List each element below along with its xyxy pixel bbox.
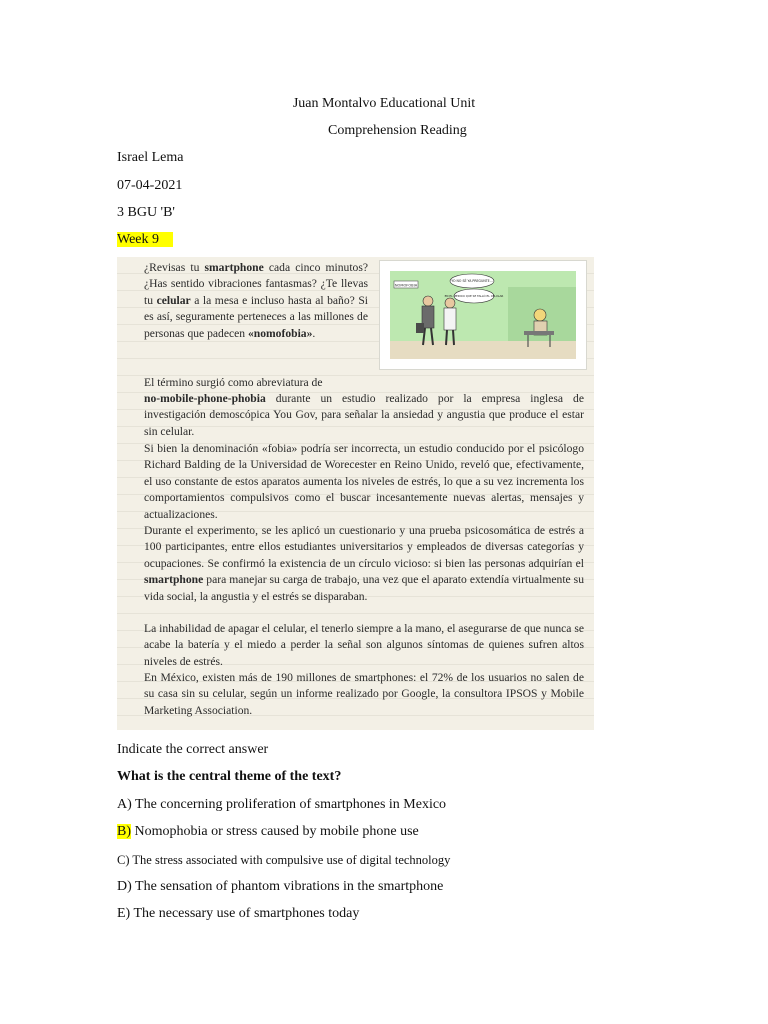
answer-option-c[interactable] [117, 851, 450, 869]
school-name: Juan Montalvo Educational Unit [292, 96, 476, 111]
article-paragraph-2-start: El término surgió como abreviatura de [144, 376, 323, 389]
document-title: Comprehension Reading [328, 123, 467, 138]
instruction-text: Indicate the correct answer [117, 742, 269, 757]
cartoon-sign-text: NOMOFOBIA [394, 283, 418, 288]
article-paragraph-1: ¿Revisas tu smartphone cada cinco minutos? ¿Has sentido vibraciones fantasmas? ¿Te llevas tu celular a la mesa e incluso hasta al baño? Si es así, seguramente perteneces a las millones de personas que padecen «nomofobia». [144, 261, 369, 340]
answer-letter: A) [117, 797, 132, 812]
article-image [117, 257, 594, 730]
student-name: Israel Lema [117, 150, 184, 165]
answer-text: The stress associated with compulsive use of digital technology [129, 853, 451, 867]
answer-option-b[interactable] [117, 823, 419, 841]
answer-option-a[interactable] [117, 796, 446, 814]
article-paragraph-2: no-mobile-phone-phobia durante un estudio realizado por la empresa inglesa de investigación demoscópica You Gov, para señalar la ansiedad y angustia que produce el estar sin celular. [144, 392, 584, 438]
answer-letter-selected: B) [117, 824, 131, 839]
answer-text: The necessary use of smartphones today [130, 906, 360, 921]
question-prompt: What is the central theme of the text? [117, 769, 342, 784]
document-date: 07-04-2021 [117, 178, 183, 193]
course-label: 3 BGU 'B' [117, 205, 175, 220]
article-paragraph-5: La inhabilidad de apagar el celular, el tenerlo siempre a la mano, el asegurarse de que nunca se acabe la batería y el miedo a perder la señal son algunos síntomas de quienes sufren altos niveles de estrés. [144, 622, 584, 668]
week-label [117, 231, 173, 249]
answer-letter: D) [117, 879, 132, 894]
article-paragraph-3: Si bien la denominación «fobia» podría ser incorrecta, un estudio conducido por el psicólogo Richard Balding de la Universidad de Worecester en Reino Unido, reveló que, efectivamente, el uso constante de estos aparatos aumenta los niveles de estrés, lo que a su vez incrementa los comportamientos compulsivos como el buscar incesantemente nuevas alertas, mensajes y actualizaciones. [144, 442, 584, 521]
week-highlight: Week 9 [117, 232, 173, 247]
answer-text: The sensation of phantom vibrations in the smartphone [131, 879, 444, 894]
answer-option-e[interactable] [117, 905, 359, 923]
answer-text: The concerning proliferation of smartphones in Mexico [131, 797, 447, 812]
answer-letter: E) [117, 906, 131, 921]
cartoon-bubble-2: EN EL MÉDICO QUE SE FALLÓ EL CELULAR [444, 294, 504, 298]
article-paragraph-6: En México, existen más de 190 millones de smartphones: el 72% de los usuarios no salen de su casa sin su celular, según un informe realizado por Google, la consultora IPSOS y Mobile Marketing Association. [144, 671, 584, 717]
cartoon-frame [379, 260, 587, 370]
answer-letter: C) [117, 853, 130, 867]
answer-text: Nomophobia or stress caused by mobile phone use [131, 824, 419, 839]
cartoon-bubble-1: YO NO SÉ YA PREGUNTE... [451, 279, 493, 283]
cartoon-illustration [390, 271, 576, 359]
answer-option-d[interactable] [117, 878, 443, 896]
article-paragraph-4: Durante el experimento, se les aplicó un cuestionario y una prueba psicosomática de estrés a 100 participantes, entre ellos estudiantes universitarios y empleados de diversas categorías y ocupaciones. Se confirmó la existencia de un círculo vicioso: si bien las personas adquirían el smartphone para manejar su carga de trabajo, una vez que el aparato extendía virtualmente su vida social, la angustia y el estrés se disparaban. [144, 524, 584, 603]
